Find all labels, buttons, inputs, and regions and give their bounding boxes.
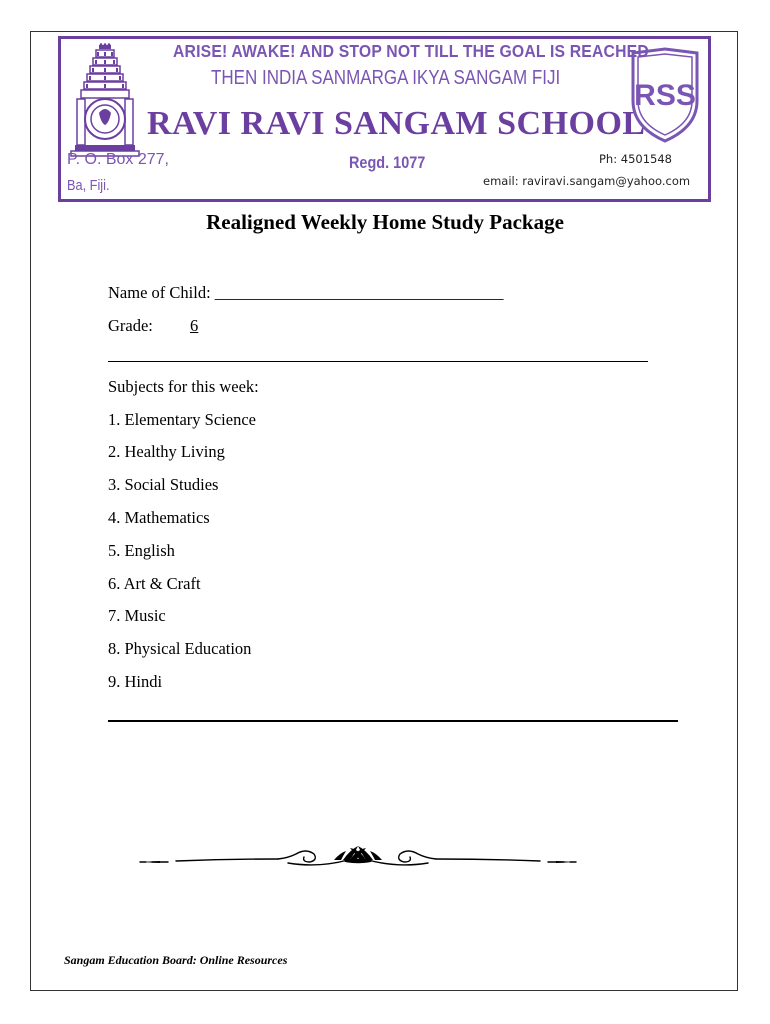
subject-item: 4. Mathematics <box>108 508 210 527</box>
divider-line <box>108 361 648 362</box>
subject-item: 8. Physical Education <box>108 639 252 658</box>
subject-item: 9. Hindi <box>108 672 163 691</box>
footer-note: Sangam Education Board: Online Resources <box>64 953 288 967</box>
subjects-heading: Subjects for this week: <box>108 377 259 396</box>
subject-item: 2. Healthy Living <box>108 442 225 461</box>
subject-item: 7. Music <box>108 606 166 625</box>
school-motto: ARISE! AWAKE! AND STOP NOT TILL THE GOAL IS REACHED <box>173 41 649 61</box>
child-name-field: Name of Child: ___________________________________ <box>108 283 504 302</box>
address-box: P. O. Box 277, <box>67 151 169 168</box>
email-address: email: raviravi.sangam@yahoo.com <box>483 174 691 188</box>
subject-item: 1. Elementary Science <box>108 410 256 429</box>
rss-shield-icon <box>629 47 701 145</box>
subject-item: 6. Art & Craft <box>108 574 201 593</box>
grade-value: 6 <box>190 316 199 335</box>
document-title: Realigned Weekly Home Study Package <box>206 210 564 234</box>
rss-logo-text: RSS <box>634 79 696 112</box>
school-letterhead <box>58 36 711 202</box>
temple-logo-icon <box>69 43 141 161</box>
phone-number: Ph: 4501548 <box>599 152 672 166</box>
registration-number: Regd. 1077 <box>349 153 426 172</box>
school-name: RAVI RAVI SANGAM SCHOOL <box>147 105 646 142</box>
organization-name: THEN INDIA SANMARGA IKYA SANGAM FIJI <box>211 67 561 89</box>
address-city: Ba, Fiji. <box>67 177 110 194</box>
subject-item: 3. Social Studies <box>108 475 219 494</box>
subject-item: 5. English <box>108 541 175 560</box>
divider-line <box>108 720 678 722</box>
ornamental-divider-icon <box>138 838 578 878</box>
grade-label: Grade: <box>108 316 153 335</box>
